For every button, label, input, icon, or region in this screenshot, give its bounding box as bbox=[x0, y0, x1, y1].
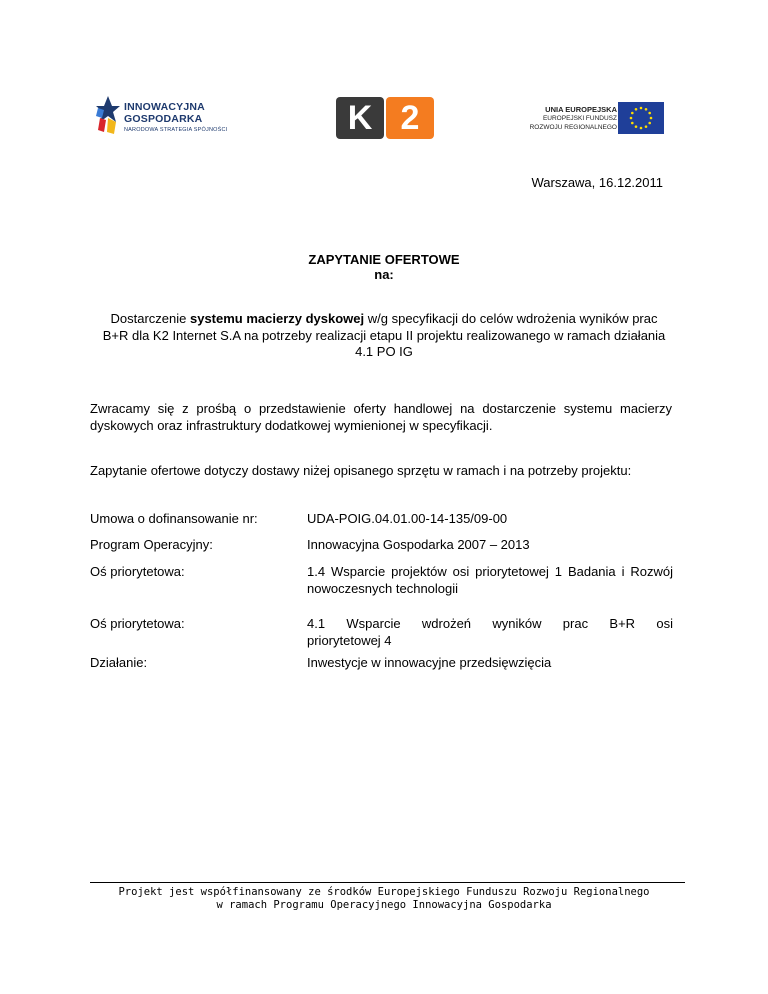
ig-logo-line3: NARODOWA STRATEGIA SPÓJNOŚCI bbox=[124, 127, 228, 133]
detail-value: UDA-POIG.04.01.00-14-135/09-00 bbox=[307, 511, 508, 526]
title-line2: na: bbox=[374, 267, 394, 282]
detail-label: Oś priorytetowa: bbox=[90, 616, 185, 631]
eu-flag-icon bbox=[618, 102, 664, 134]
ig-logo-line1: INNOWACYJNA bbox=[124, 101, 205, 113]
k2-logo-digit: 2 bbox=[386, 97, 434, 139]
ig-logo-mark-icon bbox=[96, 96, 120, 136]
subject-intro bbox=[98, 311, 670, 361]
document-title bbox=[0, 252, 768, 282]
detail-label: Oś priorytetowa: bbox=[90, 564, 185, 579]
detail-value-line2: priorytetowej 4 bbox=[307, 632, 392, 648]
detail-label: Program Operacyjny: bbox=[90, 537, 213, 552]
footer-line2: w ramach Programu Operacyjnego Innowacyjna Gospodarka bbox=[216, 899, 552, 911]
footer-line1: Projekt jest współfinansowany ze środków Europejskiego Funduszu Rozwoju Regionalnego bbox=[118, 886, 650, 898]
detail-value: Inwestycje w innowacyjne przedsięwzięcia bbox=[307, 655, 552, 670]
eu-logo-line2: EUROPEJSKI FUNDUSZ bbox=[542, 115, 617, 122]
intro-after: w/g specyfikacji do celów wdrożenia wyników prac B+R dla K2 Internet S.A na potrzeby realizacji etapu II projektu realizowanego w ramach działania 4.1 PO IG bbox=[102, 311, 666, 359]
intro-bold: systemu macierzy dyskowej bbox=[189, 311, 365, 326]
footer-divider bbox=[90, 882, 685, 883]
detail-label: Umowa o dofinansowanie nr: bbox=[90, 511, 258, 526]
footer bbox=[0, 886, 768, 912]
request-paragraph: Zwracamy się z prośbą o przedstawienie oferty handlowej na dostarczenie systemu macierzy dyskowych oraz infrastruktury dodatkowej wymienionej w specyfikacji. bbox=[90, 401, 672, 433]
eu-logo-line1: UNIA EUROPEJSKA bbox=[545, 105, 617, 114]
detail-value: 1.4 Wsparcie projektów osi priorytetowej 1 Badania i Rozwój nowoczesnych technologii bbox=[307, 564, 673, 596]
k2-logo-letter: K bbox=[336, 97, 384, 139]
innowacyjna-gospodarka-logo bbox=[96, 96, 236, 140]
detail-label: Działanie: bbox=[90, 655, 148, 670]
k2-logo bbox=[336, 97, 434, 139]
eu-logo-line3: ROZWOJU REGIONALNEGO bbox=[529, 124, 617, 131]
eu-logo bbox=[509, 102, 664, 136]
detail-value-line1: 4.1 Wsparcie wdrożeń wyników prac B+R osi bbox=[307, 616, 673, 631]
scope-paragraph: Zapytanie ofertowe dotyczy dostawy niżej opisanego sprzętu w ramach i na potrzeby projektu: bbox=[90, 463, 632, 478]
detail-value: Innowacyjna Gospodarka 2007 – 2013 bbox=[307, 537, 530, 552]
intro-before: Dostarczenie bbox=[110, 311, 190, 326]
document-date: Warszawa, 16.12.2011 bbox=[531, 175, 663, 190]
title-line1: ZAPYTANIE OFERTOWE bbox=[308, 252, 460, 267]
ig-logo-line2: GOSPODARKA bbox=[124, 113, 203, 125]
detail-value bbox=[307, 616, 673, 649]
